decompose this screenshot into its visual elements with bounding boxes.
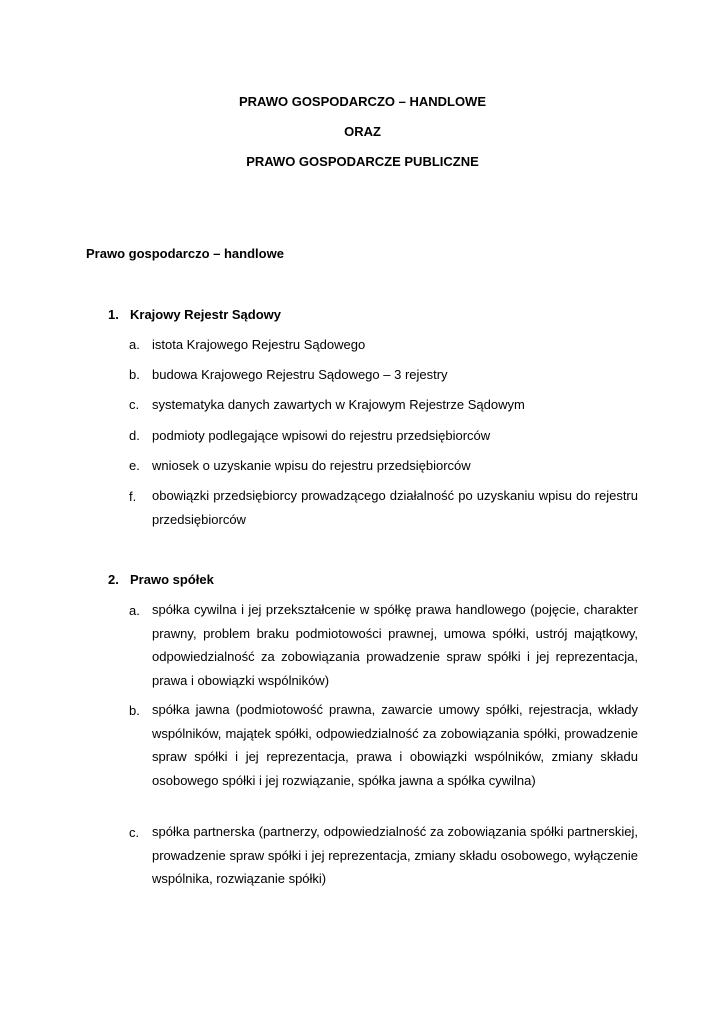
list-item-letter: c.: [129, 397, 140, 412]
section-heading: Prawo gospodarczo – handlowe: [86, 246, 284, 261]
list-item-text: istota Krajowego Rejestru Sądowego: [152, 337, 366, 352]
list-item-text: obowiązki przedsiębiorcy prowadzącego działalność po uzyskaniu wpisu do rejestru przedsiębiorców: [152, 488, 638, 527]
list-item-letter: a.: [129, 337, 140, 352]
document-title-line-2: ORAZ: [344, 124, 381, 139]
list-item-text: wniosek o uzyskanie wpisu do rejestru przedsiębiorców: [152, 458, 471, 473]
list-item-letter: f.: [129, 489, 137, 504]
list-item-text: spółka jawna (podmiotowość prawna, zawarcie umowy spółki, rejestracja, wkłady wspólników, majątek spółki, odpowiedzialność za zobowiązania spółki, prowadzenie spraw spółki i jej reprezentacja, prawa i obowiązki wspólników, zmiany składu osobowego spółki i jej rozwiązanie, spółka jawna a spółka cywilna): [152, 702, 638, 789]
document-title-line-3: PRAWO GOSPODARCZE PUBLICZNE: [246, 154, 479, 169]
list-item-text: spółka cywilna i jej przekształcenie w spółkę prawa handlowego (pojęcie, charakter prawny, problem braku podmiotowości prawnej, umowa spółki, ustrój majątkowy, odpowiedzialność za zobowiązania prowadzenie spraw spółki i jej reprezentacja, prawa i obowiązki wspólników): [152, 602, 638, 689]
list-item-text: systematyka danych zawartych w Krajowym Rejestrze Sądowym: [152, 397, 525, 412]
list-item-letter: d.: [129, 428, 140, 443]
list-item-letter: a.: [129, 603, 140, 618]
section-1-number: 1.: [108, 307, 119, 322]
document-title-line-1: PRAWO GOSPODARCZO – HANDLOWE: [238, 94, 486, 109]
list-item-text: budowa Krajowego Rejestru Sądowego – 3 rejestry: [152, 367, 448, 382]
list-item-text: spółka partnerska (partnerzy, odpowiedzialność za zobowiązania spółki partnerskiej, prowadzenie spraw spółki i jej reprezentacja, zmiany składu osobowego, wyłączenie wspólnika, rozwiązanie spółki): [152, 824, 638, 887]
section-2-number: 2.: [108, 572, 119, 587]
list-item-letter: b.: [129, 367, 140, 382]
list-item-letter: c.: [129, 825, 140, 840]
list-item-letter: e.: [129, 458, 140, 473]
list-item-text: podmioty podlegające wpisowi do rejestru przedsiębiorców: [152, 428, 491, 443]
list-item-letter: b.: [129, 703, 140, 718]
section-2-title: Prawo spółek: [130, 572, 214, 587]
section-1-title: Krajowy Rejestr Sądowy: [130, 307, 281, 322]
